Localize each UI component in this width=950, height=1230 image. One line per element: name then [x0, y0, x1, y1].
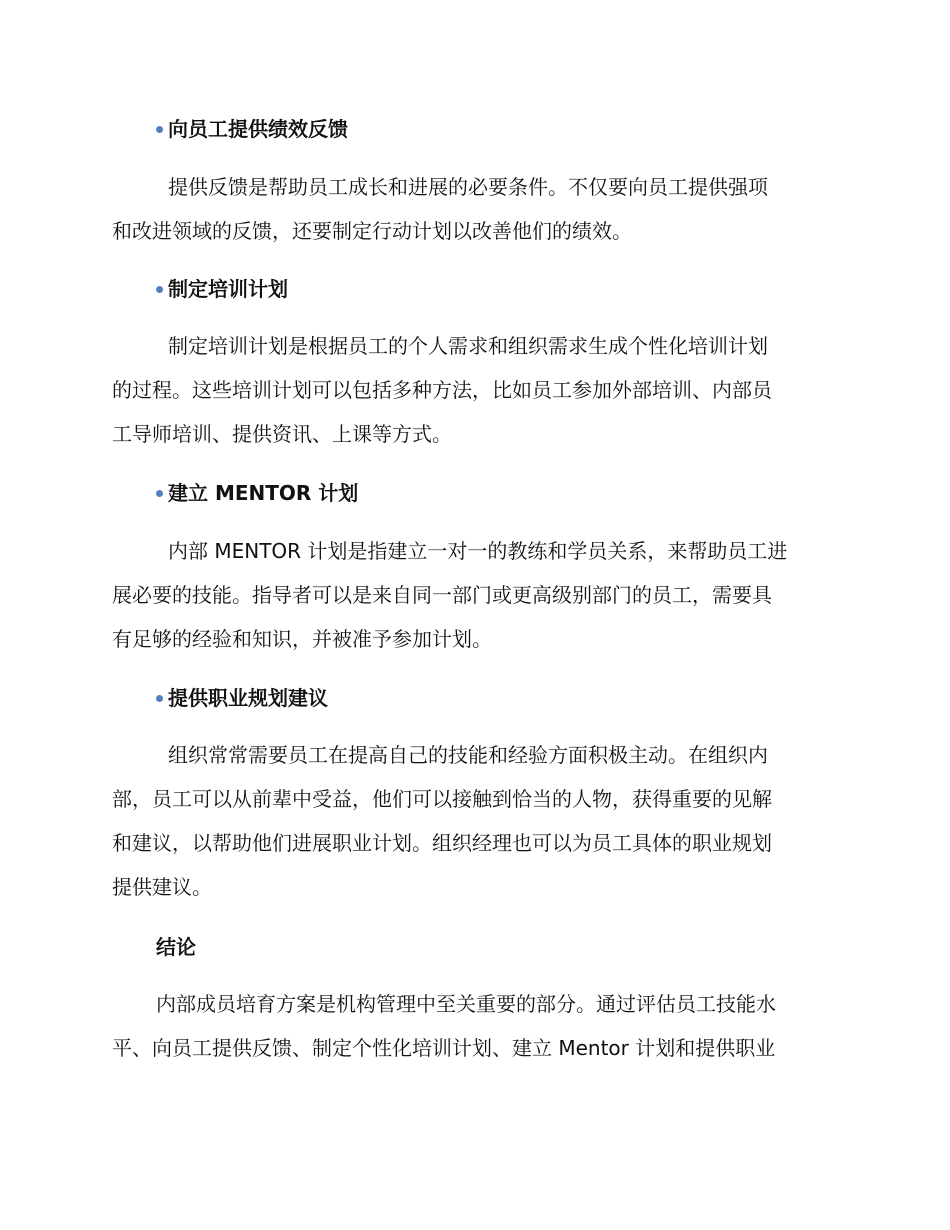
paragraph-line: 内部成员培育方案是机构管理中至关重要的部分。通过评估员工技能水 [156, 992, 776, 1016]
bullet-icon [156, 490, 163, 497]
paragraph-line: 部，员工可以从前辈中受益，他们可以接触到恰当的人物，获得重要的见解 [112, 787, 772, 811]
section-heading-conclusion [156, 933, 196, 961]
paragraph-line: 工导师培训、提供资讯、上课等方式。 [112, 422, 452, 446]
paragraph-line: 的过程。这些培训计划可以包括多种方法，比如员工参加外部培训、内部员 [112, 378, 772, 402]
heading-text: 向员工提供绩效反馈 [168, 117, 348, 141]
paragraph-line: 内部 MENTOR 计划是指建立一对一的教练和学员关系，来帮助员工进 [168, 539, 788, 563]
section-heading-career [156, 684, 328, 712]
paragraph-conclusion [112, 982, 832, 1070]
bullet-icon [156, 695, 163, 702]
bullet-icon [156, 126, 163, 133]
section-heading-mentor [156, 479, 358, 507]
section-heading-training-plan [156, 275, 288, 303]
paragraph-line: 和建议，以帮助他们进展职业计划。组织经理也可以为员工具体的职业规划 [112, 831, 772, 855]
heading-text: 建立 MENTOR 计划 [168, 481, 359, 505]
paragraph-line: 制定培训计划是根据员工的个人需求和组织需求生成个性化培训计划 [168, 334, 768, 358]
paragraph-feedback [112, 165, 832, 253]
paragraph-mentor [112, 529, 832, 661]
paragraph-line: 提供反馈是帮助员工成长和进展的必要条件。不仅要向员工提供强项 [168, 175, 768, 199]
section-heading-feedback [156, 115, 348, 143]
paragraph-training-plan [112, 324, 832, 456]
paragraph-line: 展必要的技能。指导者可以是来自同一部门或更高级别部门的员工，需要具 [112, 583, 772, 607]
paragraph-line: 平、向员工提供反馈、制定个性化培训计划、建立 Mentor 计划和提供职业 [112, 1036, 776, 1060]
paragraph-career [112, 733, 832, 909]
paragraph-line: 有足够的经验和知识，并被准予参加计划。 [112, 627, 492, 651]
heading-text: 提供职业规划建议 [168, 686, 328, 710]
heading-text: 结论 [156, 935, 196, 959]
heading-text: 制定培训计划 [168, 277, 288, 301]
paragraph-line: 组织常常需要员工在提高自己的技能和经验方面积极主动。在组织内 [168, 743, 768, 767]
paragraph-line: 和改进领域的反馈，还要制定行动计划以改善他们的绩效。 [112, 219, 632, 243]
paragraph-line: 提供建议。 [112, 875, 212, 899]
bullet-icon [156, 286, 163, 293]
